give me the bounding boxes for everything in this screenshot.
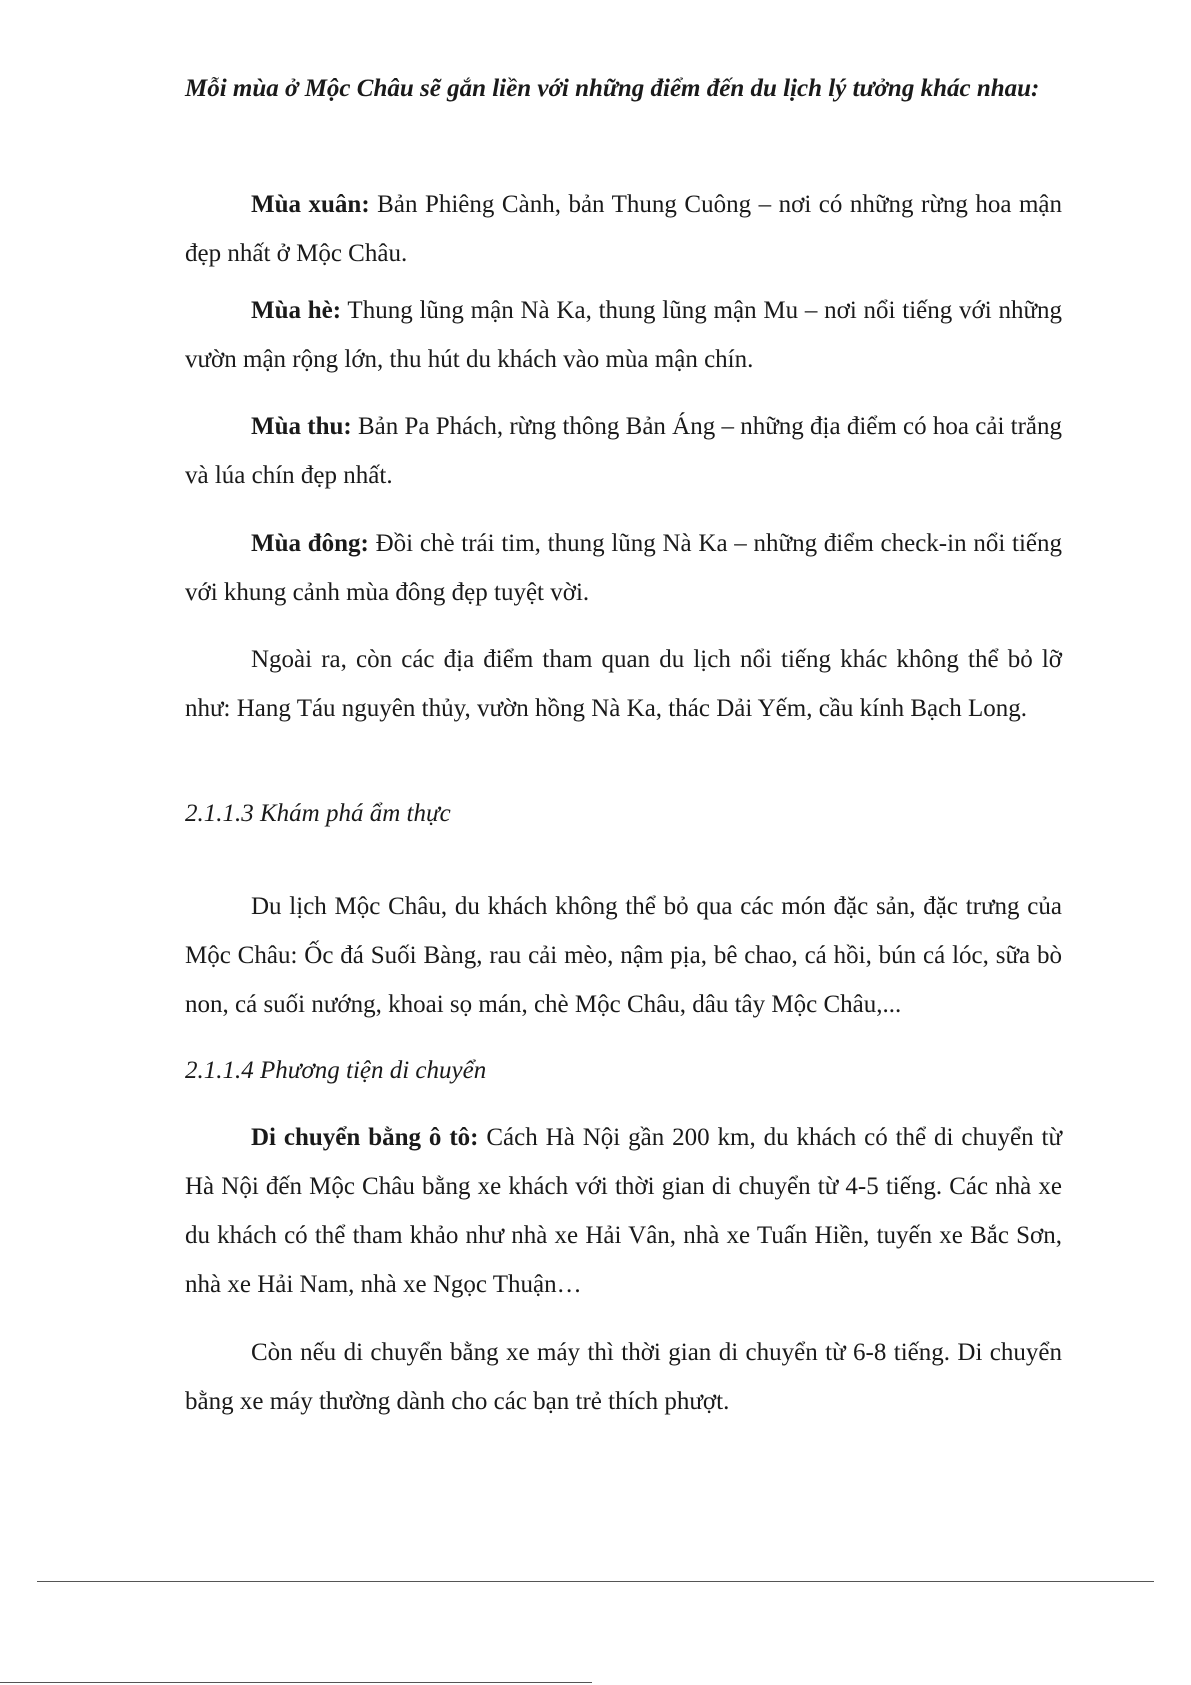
cuisine-paragraph: Du lịch Mộc Châu, du khách không thể bỏ qua các món đặc sản, đặc trưng của Mộc Châu: Ốc đá Suối Bàng, rau cải mèo, nậm pịa, bê chao, cá hồi, bún cá lóc, sữa bò non, cá suối nướng, khoai sọ mán, chè Mộc Châu, dâu tây Mộc Châu,...	[185, 893, 1062, 1018]
season-label: Mùa thu:	[251, 413, 352, 440]
footer-divider	[37, 1581, 1154, 1582]
season-label: Mùa đông:	[251, 530, 369, 557]
other-places-paragraph: Ngoài ra, còn các địa điểm tham quan du lịch nổi tiếng khác không thể bỏ lỡ như: Hang Táu nguyên thủy, vườn hồng Nà Ka, thác Dải Yếm, cầu kính Bạch Long.	[185, 646, 1062, 722]
body-text	[185, 64, 1062, 113]
footnote-divider	[0, 1682, 592, 1683]
transport-section	[185, 1046, 1062, 1095]
season-summer	[185, 286, 1062, 384]
season-winter	[185, 519, 1062, 617]
cuisine-body	[185, 882, 1062, 1029]
section-heading: 2.1.1.4 Phương tiện di chuyển	[185, 1057, 487, 1084]
season-label: Mùa xuân:	[251, 191, 370, 218]
section-heading: 2.1.1.3 Khám phá ẩm thực	[185, 800, 451, 827]
other-places	[185, 635, 1062, 733]
season-text: Bản Phiêng Cành, bản Thung Cuông – nơi có những rừng hoa mận đẹp nhất ở Mộc Châu.	[185, 191, 1062, 267]
transport-label: Di chuyển bằng ô tô:	[251, 1124, 479, 1151]
transport-car	[185, 1113, 1062, 1309]
season-text: Bản Pa Phách, rừng thông Bản Áng – những địa điểm có hoa cải trắng và lúa chín đẹp nhất.	[185, 413, 1063, 489]
season-text: Đồi chè trái tim, thung lũng Nà Ka – những điểm check-in nổi tiếng với khung cảnh mùa đông đẹp tuyệt vời.	[185, 530, 1062, 606]
transport-motorbike	[185, 1328, 1062, 1426]
transport-text: Cách Hà Nội gần 200 km, du khách có thể di chuyển từ Hà Nội đến Mộc Châu bằng xe khách với thời gian di chuyển từ 4-5 tiếng. Các nhà xe du khách có thể tham khảo như nhà xe Hải Vân, nhà xe Tuấn Hiền, tuyến xe Bắc Sơn, nhà xe Hải Nam, nhà xe Ngọc Thuận…	[185, 1124, 1062, 1298]
season-text: Thung lũng mận Nà Ka, thung lũng mận Mu – nơi nổi tiếng với những vườn mận rộng lớn, thu hút du khách vào mùa mận chín.	[185, 297, 1063, 373]
season-autumn	[185, 402, 1062, 500]
season-spring	[185, 180, 1062, 278]
cuisine-section	[185, 789, 1062, 838]
motorbike-paragraph: Còn nếu di chuyển bằng xe máy thì thời gian di chuyển từ 6-8 tiếng. Di chuyển bằng xe máy thường dành cho các bạn trẻ thích phượt.	[185, 1339, 1062, 1415]
season-label: Mùa hè:	[251, 297, 342, 324]
intro-paragraph: Mỗi mùa ở Mộc Châu sẽ gắn liền với những điểm đến du lịch lý tưởng khác nhau:	[185, 75, 1040, 102]
